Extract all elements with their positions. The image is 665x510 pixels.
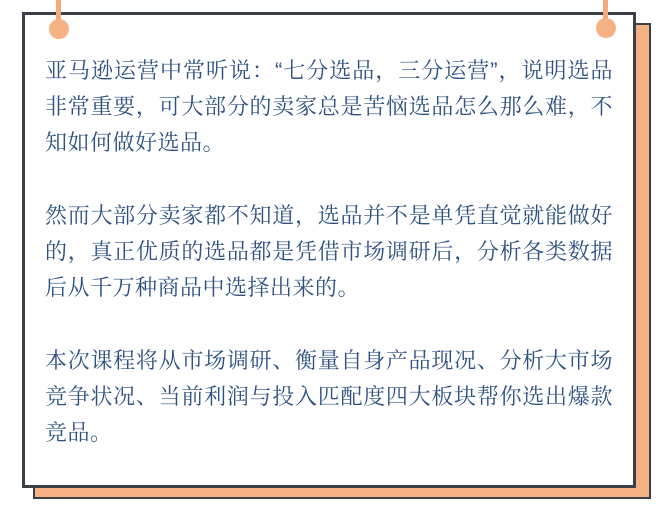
paragraph-course: 本次课程将从市场调研、衡量自身产品现况、分析大市场竞争状况、当前利润与投入匹配度四大板块帮你选出爆款竞品。 [45, 348, 613, 445]
pin-head [49, 19, 69, 39]
paragraph-insight: 然而大部分卖家都不知道，选品并不是单凭直觉就能做好的，真正优质的选品都是凭借市场调研后，分析各类数据后从千万种商品中选择出来的。 [45, 203, 613, 300]
text-card [22, 12, 636, 488]
pin-head [596, 18, 616, 38]
paragraph-intro: 亚马逊运营中常听说：“七分选品，三分运营”，说明选品非常重要，可大部分的卖家总是苦恼选品怎么那么难，不知如何做好选品。 [45, 58, 613, 155]
